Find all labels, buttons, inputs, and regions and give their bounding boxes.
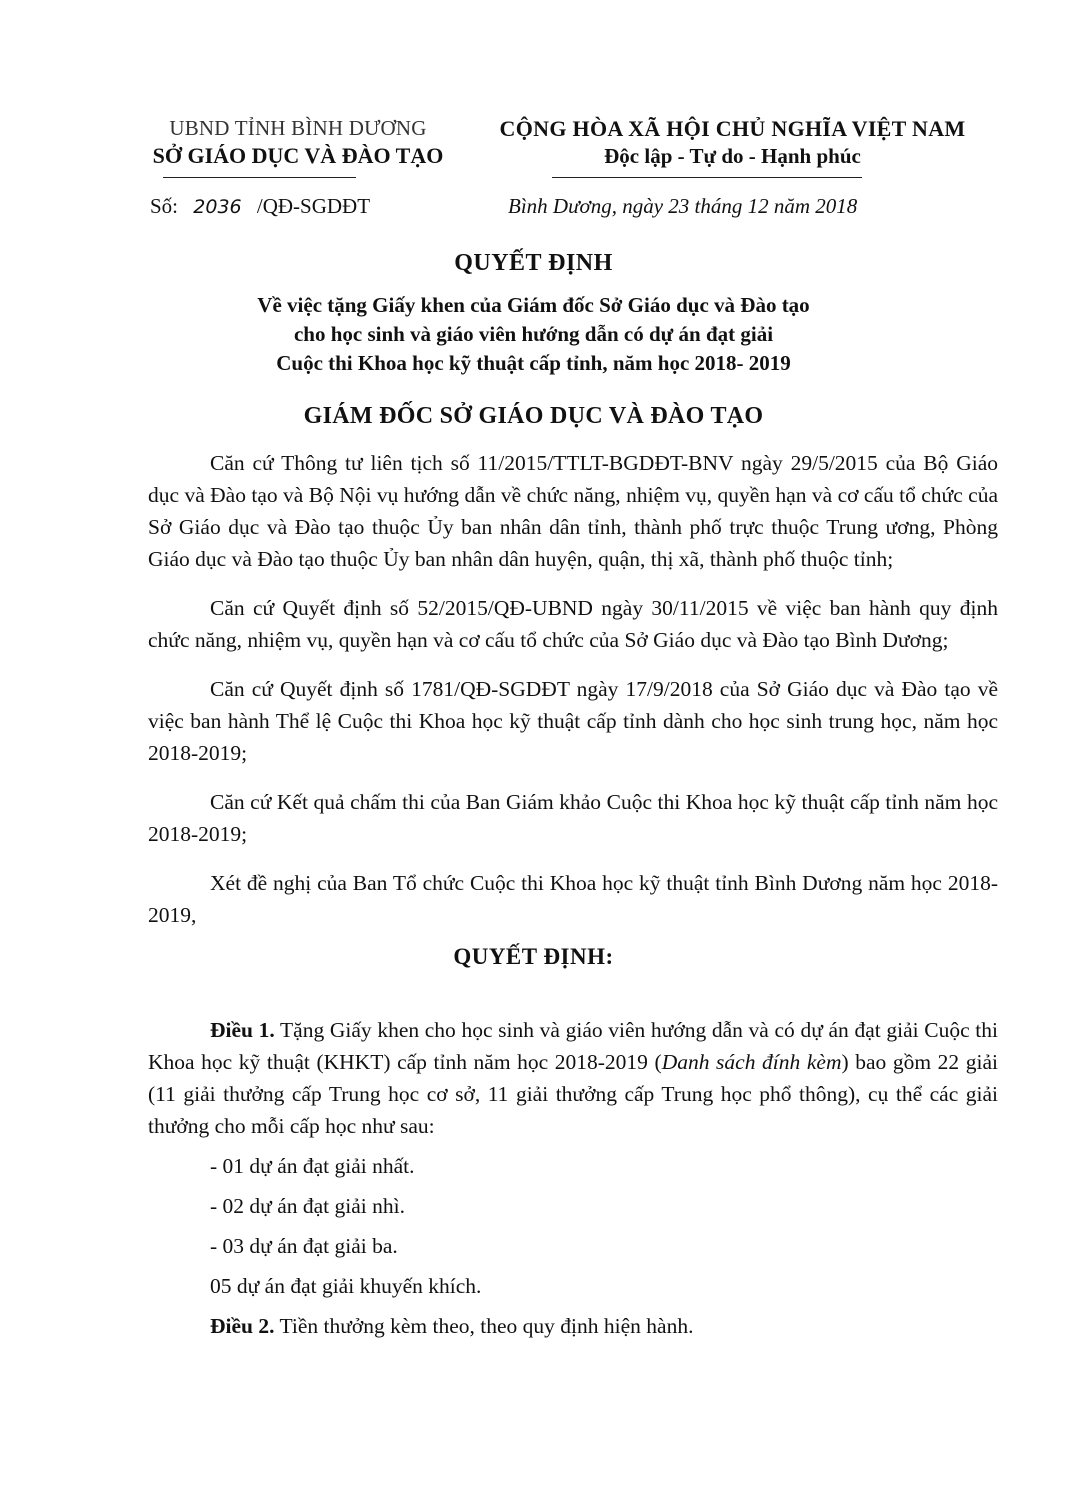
handwritten-number: 2036 (193, 196, 242, 218)
article-2 (148, 1310, 998, 1342)
article-1-label: Điều 1. (210, 1018, 275, 1042)
place-and-date: Bình Dương, ngày 23 tháng 12 năm 2018 (508, 194, 858, 218)
subject-line: Cuộc thi Khoa học kỹ thuật cấp tỉnh, năm học 2018- 2019 (276, 351, 791, 375)
issuing-agency-block (118, 116, 478, 169)
basis-paragraph: Căn cứ Quyết định số 52/2015/QĐ-UBND ngày 30/11/2015 về việc ban hành quy định chức năng, nhiệm vụ, quyền hạn và cơ cấu tổ chức của Sở Giáo dục và Đào tạo Bình Dương; (148, 596, 998, 652)
number-suffix: /QĐ-SGDĐT (256, 194, 371, 218)
article-1-text-b: ) bao gồm 22 giải (11 giải thưởng cấp Trung học cơ sở, 11 giải thưởng cấp Trung học phổ thông), cụ thể các giải thưởng cho mỗi cấp học như sau: (148, 1050, 999, 1138)
award-item: 05 dự án đạt giải khuyến khích. (210, 1274, 482, 1298)
subject-line: cho học sinh và giáo viên hướng dẫn có dự án đạt giải (293, 322, 774, 346)
article-2-text: Tiền thưởng kèm theo, theo quy định hiện hành. (279, 1314, 694, 1338)
article-2-label: Điều 2. (210, 1314, 275, 1338)
article-1-text-a: Tặng Giấy khen cho học sinh và giáo viên hướng dẫn và có dự án đạt giải Cuộc thi Khoa học kỹ thuật (KHKT) cấp tỉnh năm học 2018-2019 ( (148, 1018, 998, 1074)
agency-name: UBND TỈNH BÌNH DƯƠNG (169, 116, 427, 140)
motto-underline (552, 177, 862, 178)
department-name: SỞ GIÁO DỤC VÀ ĐÀO TẠO (152, 143, 444, 168)
basis-paragraph: Căn cứ Thông tư liên tịch số 11/2015/TTLT-BGDĐT-BNV ngày 29/5/2015 của Bộ Giáo dục và Đào tạo và Bộ Nội vụ hướng dẫn về chức năng, nhiệm vụ, quyền hạn và cơ cấu tổ chức của Sở Giáo dục và Đào tạo thuộc Ủy ban nhân dân tỉnh, thành phố trực thuộc Trung ương, Phòng Giáo dục và Đào tạo thuộc Ủy ban nhân dân huyện, quận, thị xã, thành phố thuộc tỉnh; (148, 451, 998, 571)
agency-underline (163, 177, 356, 178)
document-subject (0, 291, 1067, 378)
national-motto: Độc lập - Tự do - Hạnh phúc (604, 144, 861, 168)
article-1-italic: Danh sách đính kèm (661, 1050, 842, 1074)
article-1 (148, 1014, 998, 1142)
subject-line: Về việc tặng Giấy khen của Giám đốc Sở Giáo dục và Đào tạo (257, 293, 810, 317)
national-motto-block (450, 116, 1015, 169)
basis-paragraph: Căn cứ Quyết định số 1781/QĐ-SGDĐT ngày 17/9/2018 của Sở Giáo dục và Đào tạo về việc ban hành Thể lệ Cuộc thi Khoa học kỹ thuật cấp tỉnh dành cho học sinh trung học, năm học 2018-2019; (148, 677, 998, 765)
decision-heading: QUYẾT ĐỊNH: (453, 944, 614, 969)
number-label: Số: (150, 194, 179, 218)
document-number (150, 194, 370, 219)
nation-name: CỘNG HÒA XÃ HỘI CHỦ NGHĨA VIỆT NAM (499, 116, 966, 141)
award-item: - 02 dự án đạt giải nhì. (210, 1194, 405, 1218)
document-title: QUYẾT ĐỊNH (454, 250, 613, 276)
award-item: - 03 dự án đạt giải ba. (210, 1234, 398, 1258)
basis-paragraph: Xét đề nghị của Ban Tổ chức Cuộc thi Khoa học kỹ thuật tỉnh Bình Dương năm học 2018-2019, (148, 871, 998, 927)
basis-paragraph: Căn cứ Kết quả chấm thi của Ban Giám khảo Cuộc thi Khoa học kỹ thuật cấp tỉnh năm học 2018-2019; (148, 790, 998, 846)
legal-bases (148, 447, 998, 931)
decision-articles (148, 1014, 998, 1342)
award-item: - 01 dự án đạt giải nhất. (210, 1154, 415, 1178)
issuing-authority-title: GIÁM ĐỐC SỞ GIÁO DỤC VÀ ĐÀO TẠO (303, 403, 764, 429)
